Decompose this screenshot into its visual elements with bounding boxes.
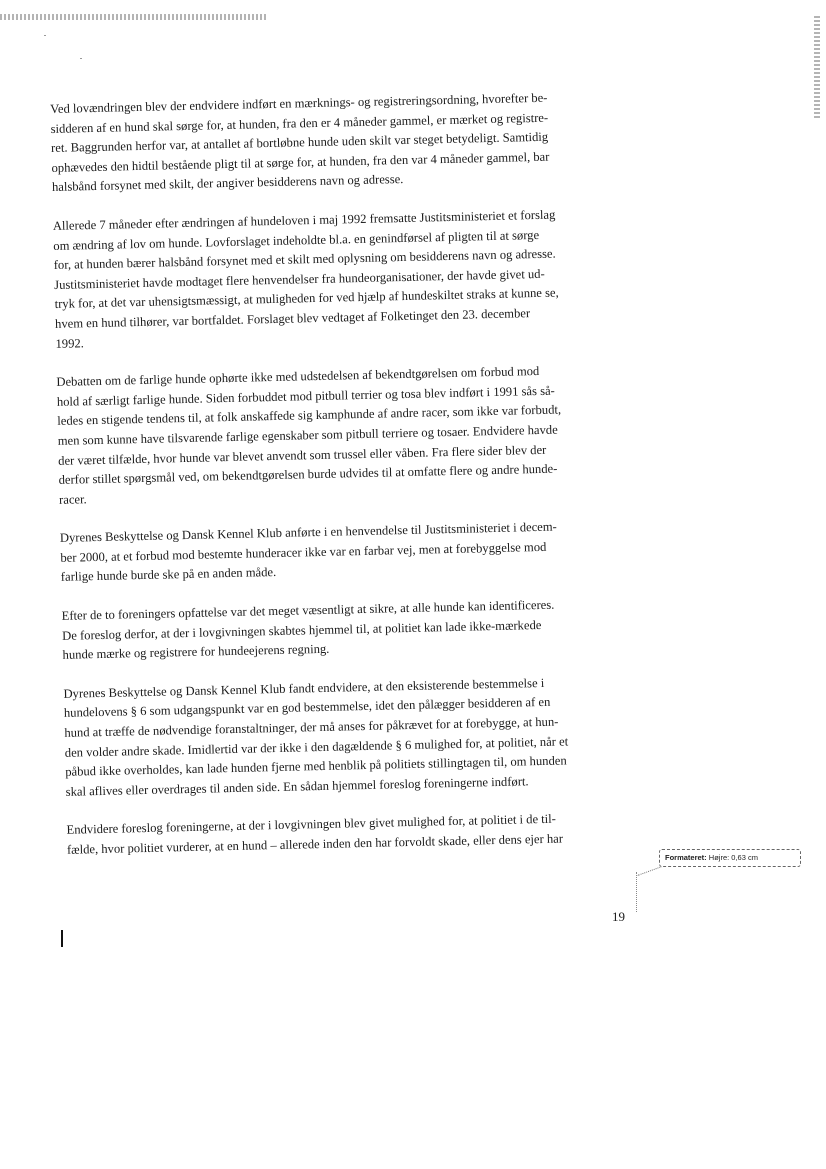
text-line: den volder andre skade. Imidlertid var der ikke i den dagældende § 6 mulighed for, at politiet, når et — [64, 734, 569, 760]
paragraph — [62, 594, 638, 666]
text-line: Dyrenes Beskyttelse og Dansk Kennel Klub fandt endvidere, at den eksisterende bestemmelse i — [63, 675, 545, 701]
text-line: Ved lovændringen blev der endvidere indført en mærknings- og registreringsordning, hvorefter be- — [50, 90, 548, 116]
text-line: men som kunne have tilsvarende farlige egenskaber som pitbull terriere og tosaer. Endvidere havde — [57, 422, 558, 448]
page-number: 19 — [612, 909, 625, 924]
scan-speck — [44, 35, 46, 36]
text-line: der været tilfælde, hvor hunde var blevet anvendt som trussel eller våben. Fra flere sider blev der — [58, 442, 547, 468]
text-line: påbud ikke overholdes, kan lade hunden fjerne med henblik på politiets stillingtagen til, om hunden — [65, 753, 567, 780]
text-line: sidderen af en hund skal sørge for, at hunden, fra den er 4 måneder gammel, er mærket og registre- — [50, 110, 549, 136]
text-line: Debatten om de farlige hunde ophørte ikke med udstedelsen af bekendtgørelsen om forbud mod — [56, 364, 540, 390]
paragraph — [56, 360, 634, 510]
formatting-comment-label: Formateret: — [665, 853, 707, 862]
text-line: De foreslog derfor, at der i lovgivningen skabtes hjemmel til, at politiet kan lade ikke-mærkede — [61, 617, 542, 643]
text-line: hunde mærke og registrere for hundeejerens regning. — [62, 642, 330, 663]
text-line: hund at træffe de nødvendige foranstaltninger, der må anses for påkrævet for at forebygge, at hun- — [64, 714, 559, 740]
text-line: fælde, hvor politiet vurderer, at en hund – allerede inden den har forvoldt skade, eller dens ejer har — [66, 831, 564, 857]
text-line: 1992. — [55, 335, 85, 351]
text-line: ret. Baggrunden herfor var, at antallet af bortløbne hunde uden skilt var steget betydeligt. Samtidig — [50, 129, 549, 156]
paragraph — [66, 808, 642, 860]
change-bar — [61, 930, 63, 947]
text-line: Endvidere foreslog foreningerne, at der i lovgivningen blev givet mulighed for, at politiet i de til- — [66, 812, 557, 838]
text-line: halsbånd forsynet med skilt, der angiver besidderens navn og adresse. — [51, 172, 404, 195]
text-line: om ændring af lov om hunde. Lovforslaget indeholdte bl.a. en genindførsel af pligten til at sørge — [53, 227, 540, 253]
document-body — [50, 87, 643, 879]
scan-artifact-top — [0, 14, 268, 20]
text-line: racer. — [58, 491, 87, 507]
text-line: for, at hunden bærer halsbånd forsynet med et skilt med oplysning om besidderens navn og adresse. — [53, 246, 556, 273]
text-line: skal aflives eller overdrages til anden side. En sådan hjemmel foreslog foreningerne indført. — [65, 774, 529, 799]
comment-leader-line — [636, 872, 638, 912]
text-line: ophævedes den hidtil bestående pligt til at sørge for, at hunden, fra den var 4 måneder gammel, bar — [51, 149, 550, 175]
text-line: ber 2000, at et forbud mod bestemte hunderacer ikke var en farbar vej, men at forebyggelse mod — [60, 539, 547, 565]
formatting-comment-text: Højre: 0,63 cm — [708, 853, 758, 862]
text-line: farlige hunde burde ske på en anden måde. — [60, 565, 277, 585]
formatting-comment-balloon[interactable] — [659, 849, 801, 867]
text-line: ledes en stigende tendens til, at folk anskaffede sig kamphunde af andre racer, som ikke var forbudt, — [57, 402, 562, 429]
text-line: hold af særligt farlige hunde. Siden forbuddet mod pitbull terrier og tosa blev indført i 1991 sås så- — [56, 383, 555, 409]
text-line: Justitsministeriet havde modtaget flere henvendelser fra hundeorganisationer, der havde givet ud- — [54, 266, 545, 292]
text-line: Allerede 7 måneder efter ændringen af hundeloven i maj 1992 fremsatte Justitsministeriet et forslag — [52, 207, 556, 233]
scan-artifact-right — [814, 16, 820, 120]
text-line: tryk for, at det var uhensigtsmæssigt, at muligheden for ved hjælp af hundeskiltet straks at kunne se, — [54, 285, 559, 312]
text-line: hvem en hund tilhører, var bortfaldet. Forslaget blev vedtaget af Folketinget den 23. december — [54, 306, 531, 331]
text-line: derfor stillet spørgsmål ved, om bekendtgørelsen burde udvides til at omfatte flere og andre hunde- — [58, 461, 558, 487]
paragraph — [50, 87, 627, 198]
text-line: hundelovens § 6 som udgangspunkt var en god bestemmelse, idet den pålægger besidderen af en — [63, 695, 551, 721]
comment-leader-line — [638, 866, 667, 887]
paragraph — [63, 672, 641, 803]
paragraph — [53, 204, 631, 354]
paragraph — [60, 516, 636, 588]
scan-speck — [80, 58, 82, 59]
text-line: Efter de to foreningers opfattelse var det meget væsentligt at sikre, at alle hunde kan identificeres. — [61, 597, 555, 623]
text-line: Dyrenes Beskyttelse og Dansk Kennel Klub anførte i en henvendelse til Justitsministeriet i decem- — [59, 519, 557, 546]
